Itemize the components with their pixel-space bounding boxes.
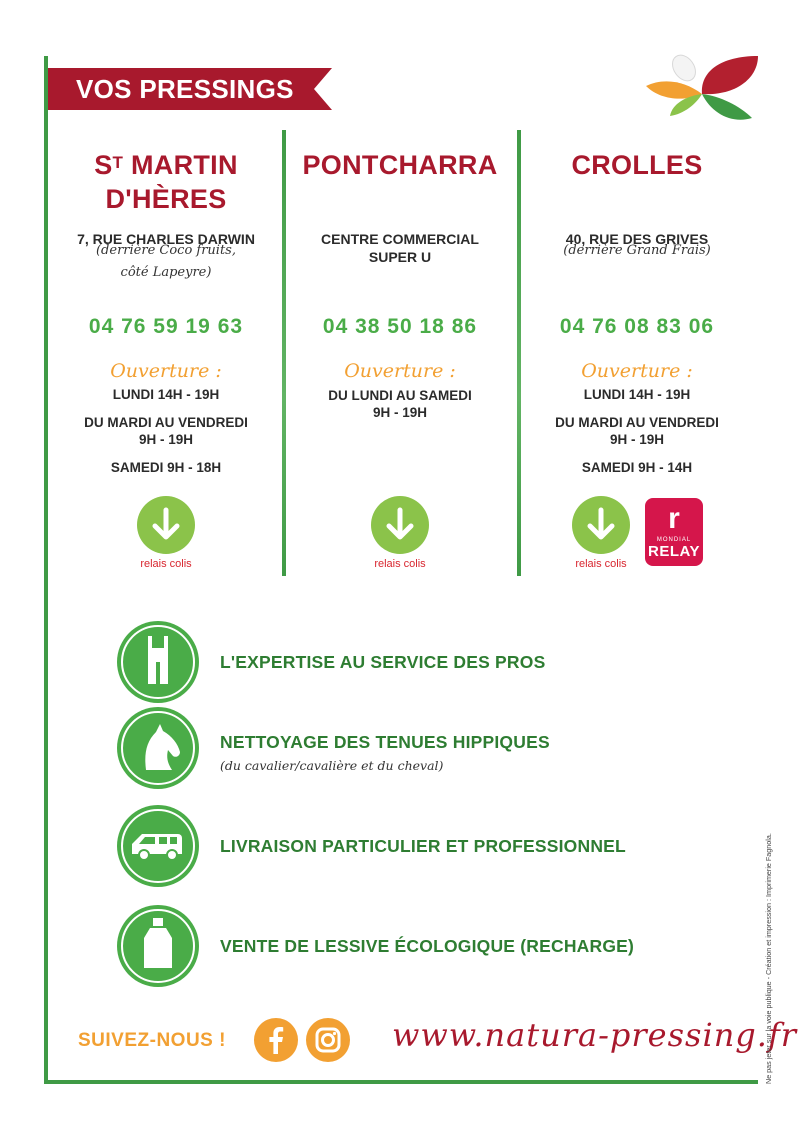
store-address: 7, RUE CHARLES DARWIN xyxy=(77,231,255,247)
store-column-crolles xyxy=(527,140,747,580)
store-column-pontcharra xyxy=(290,140,510,580)
header-banner xyxy=(48,68,332,110)
store-address-note: côté Lapeyre) xyxy=(120,265,212,280)
opening-hours-line: 9H - 19H xyxy=(609,432,665,447)
store-phone[interactable]: 04 38 50 18 86 xyxy=(322,315,478,338)
van-icon xyxy=(116,804,200,888)
relais-colis-label: relais colis xyxy=(140,558,192,570)
column-divider xyxy=(282,130,286,576)
opening-hours-line: DU MARDI AU VENDREDI xyxy=(84,415,248,430)
opening-label: Ouverture : xyxy=(344,360,456,382)
service-horse-label: NETTOYAGE DES TENUES HIPPIQUES xyxy=(220,732,550,752)
service-pros-label: L'EXPERTISE AU SERVICE DES PROS xyxy=(220,652,546,672)
store-name: PONTCHARRA xyxy=(302,150,498,180)
opening-hours-line: DU LUNDI AU SAMEDI xyxy=(328,388,472,403)
relais-colis-label: relais colis xyxy=(575,558,627,570)
store-column-st-martin xyxy=(56,140,276,580)
service-detergent-label: VENTE DE LESSIVE ÉCOLOGIQUE (RECHARGE) xyxy=(220,936,635,956)
brand-logo-icon xyxy=(640,52,770,132)
mondial-relay-bottom-label: RELAY xyxy=(648,543,700,560)
opening-hours-line: DU MARDI AU VENDREDI xyxy=(555,415,719,430)
store-name: CROLLES xyxy=(571,150,703,180)
store-address-note: (derrière Coco fruits, xyxy=(95,243,236,258)
relais-colis-icon xyxy=(371,496,429,554)
opening-hours-line: LUNDI 14H - 19H xyxy=(112,387,220,402)
opening-label: Ouverture : xyxy=(110,360,222,382)
opening-hours-line: SAMEDI 9H - 14H xyxy=(581,460,693,475)
store-name: $S^T$ MARTIN D'HÈRES xyxy=(94,150,238,214)
page-frame-left xyxy=(44,56,48,1084)
opening-label: Ouverture : xyxy=(581,360,693,382)
page-title: VOS PRESSINGS xyxy=(76,74,294,104)
relais-colis-label: relais colis xyxy=(374,558,426,570)
follow-us-label: SUIVEZ-NOUS ! xyxy=(78,1030,226,1051)
relais-colis-icon xyxy=(572,496,630,554)
overalls-icon xyxy=(116,620,200,704)
relais-colis-badge xyxy=(360,496,440,570)
mondial-relay-top-label: MONDIAL xyxy=(656,537,692,543)
page-frame-bottom xyxy=(44,1080,758,1084)
relais-colis-badge xyxy=(561,496,641,570)
service-horse-note: (du cavalier/cavalière et du cheval) xyxy=(220,758,444,773)
facebook-icon xyxy=(254,1018,298,1062)
service-delivery-label: LIVRAISON PARTICULIER ET PROFESSIONNEL xyxy=(220,836,626,856)
instagram-icon xyxy=(306,1018,350,1062)
mondial-relay-badge xyxy=(645,498,703,566)
website-link[interactable]: www.natura-pressing.fr xyxy=(392,1016,798,1054)
column-divider xyxy=(517,130,521,576)
opening-hours-line: 9H - 19H xyxy=(372,405,428,420)
store-address: SUPER U xyxy=(368,249,432,265)
instagram-button[interactable] xyxy=(306,1018,350,1062)
horse-icon xyxy=(116,706,200,790)
detergent-bottle-icon xyxy=(116,904,200,988)
opening-hours-line: SAMEDI 9H - 18H xyxy=(110,460,222,475)
opening-hours-line: 9H - 19H xyxy=(138,432,194,447)
relais-colis-icon xyxy=(137,496,195,554)
mondial-relay-icon: r xyxy=(668,502,680,535)
store-address-note: (derrière Grand Frais) xyxy=(563,243,711,258)
store-address: 40, RUE DES GRIVES xyxy=(565,231,709,247)
relais-colis-badge xyxy=(126,496,206,570)
store-phone[interactable]: 04 76 08 83 06 xyxy=(559,315,715,338)
facebook-button[interactable] xyxy=(254,1018,298,1062)
store-address: CENTRE COMMERCIAL xyxy=(321,231,479,247)
opening-hours-line: LUNDI 14H - 19H xyxy=(583,387,691,402)
print-credit: Ne pas jeter sur la voie publique - Création et impression : Imprimerie Fagnola. xyxy=(764,833,773,1084)
store-phone[interactable]: 04 76 59 19 63 xyxy=(88,315,244,338)
